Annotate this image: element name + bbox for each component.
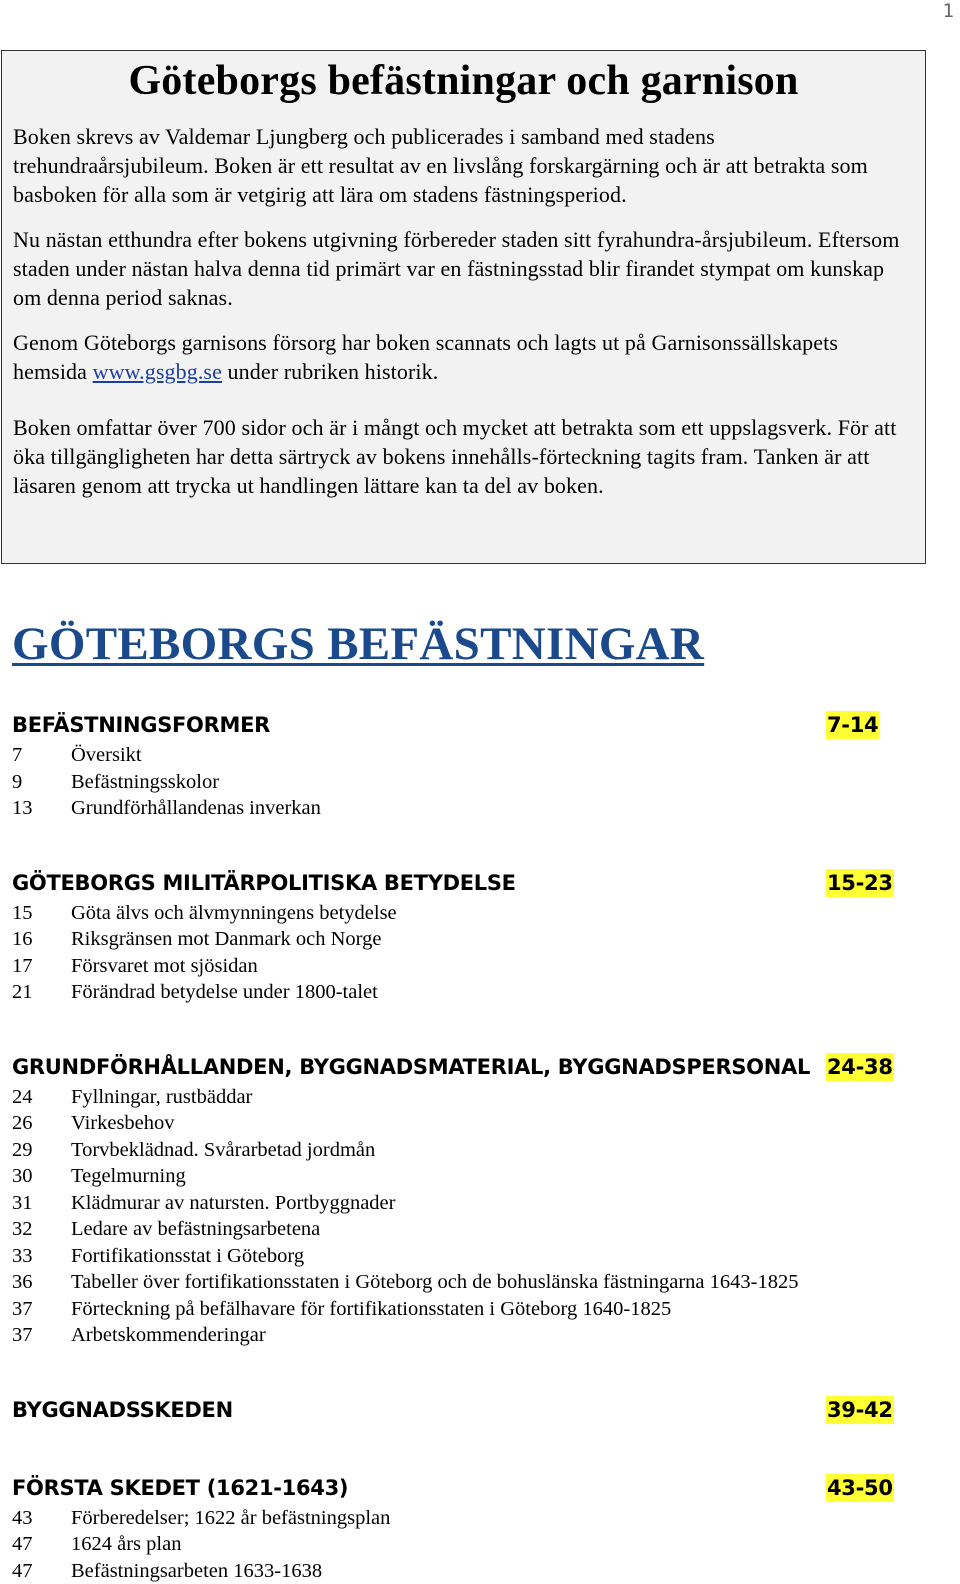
toc-entry-page: 26 — [12, 1110, 71, 1137]
toc-chapter-title: BYGGNADSSKEDEN — [12, 1398, 233, 1422]
toc-entry-page: 36 — [12, 1269, 71, 1296]
toc-entry-page: 32 — [12, 1216, 71, 1243]
toc-chapter-heading — [12, 708, 902, 742]
toc-entry-text: Klädmurar av natursten. Portbyggnader — [71, 1192, 396, 1214]
toc-chapter-page-range: 15-23 — [826, 869, 894, 897]
toc-entry-page: 16 — [12, 926, 71, 953]
toc-entry-text: Arbetskommenderingar — [71, 1324, 266, 1346]
toc-entry-text: Fyllningar, rustbäddar — [71, 1086, 252, 1108]
toc-entry — [12, 1084, 902, 1111]
toc-entry — [12, 1269, 902, 1296]
toc-chapter — [12, 1050, 902, 1349]
toc-entry — [12, 1505, 902, 1532]
intro-paragraph-3-before: Genom Göteborgs garnisons försorg har boken scannats och lagts ut på Garnisonssällskapets hemsida — [13, 330, 838, 384]
section-title: GÖTEBORGS BEFÄSTNINGAR — [12, 614, 704, 674]
intro-paragraph-3 — [13, 328, 914, 386]
page-number: 1 — [943, 0, 954, 22]
toc-entry-text: Förteckning på befälhavare för fortifikationsstaten i Göteborg 1640-1825 — [71, 1298, 671, 1320]
table-of-contents — [12, 708, 902, 1584]
toc-entry — [12, 1216, 902, 1243]
toc-chapter — [12, 866, 902, 1006]
toc-entry — [12, 795, 902, 822]
toc-entry — [12, 900, 902, 927]
toc-chapter-heading — [12, 1471, 902, 1505]
toc-entry-text: Virkesbehov — [71, 1112, 175, 1134]
toc-entry-page: 15 — [12, 900, 71, 927]
toc-entry-text: Ledare av befästningsarbetena — [71, 1218, 320, 1240]
intro-box — [1, 50, 926, 564]
toc-chapter-page-range: 7-14 — [826, 711, 879, 739]
toc-entry-text: 1624 års plan — [71, 1533, 181, 1555]
toc-chapter — [12, 1471, 902, 1584]
toc-entry — [12, 926, 902, 953]
toc-entry — [12, 979, 902, 1006]
toc-entry-page: 37 — [12, 1322, 71, 1349]
toc-entry — [12, 1137, 902, 1164]
toc-entry-page: 29 — [12, 1137, 71, 1164]
toc-entry — [12, 953, 902, 980]
toc-chapter-page-range: 39-42 — [826, 1396, 894, 1424]
toc-entry-text: Göta älvs och älvmynningens betydelse — [71, 902, 397, 924]
toc-chapter-heading — [12, 866, 902, 900]
toc-chapter — [12, 708, 902, 822]
toc-entry-text: Förändrad betydelse under 1800-talet — [71, 981, 378, 1003]
toc-chapter-title: BEFÄSTNINGSFORMER — [12, 713, 270, 737]
toc-entry — [12, 742, 902, 769]
intro-paragraph-3-after: under rubriken historik. — [222, 359, 438, 384]
toc-entry-page: 13 — [12, 795, 71, 822]
toc-entry — [12, 769, 902, 796]
toc-entry — [12, 1296, 902, 1323]
toc-chapter-title: FÖRSTA SKEDET (1621-1643) — [12, 1476, 348, 1500]
toc-entry-page: 47 — [12, 1558, 71, 1584]
toc-entry — [12, 1322, 902, 1349]
toc-entry-page: 30 — [12, 1163, 71, 1190]
toc-entry-page: 17 — [12, 953, 71, 980]
toc-chapter-title: GÖTEBORGS MILITÄRPOLITISKA BETYDELSE — [12, 871, 516, 895]
toc-chapter-page-range: 43-50 — [826, 1474, 894, 1502]
toc-entry-text: Fortifikationsstat i Göteborg — [71, 1245, 304, 1267]
toc-entry-page: 21 — [12, 979, 71, 1006]
toc-entry-text: Tegelmurning — [71, 1165, 186, 1187]
toc-chapter-heading — [12, 1393, 902, 1427]
toc-entry — [12, 1558, 902, 1584]
toc-chapter — [12, 1393, 902, 1427]
toc-entry-page: 7 — [12, 742, 71, 769]
toc-entry-page: 37 — [12, 1296, 71, 1323]
toc-entry-text: Översikt — [71, 744, 142, 766]
toc-entry-text: Försvaret mot sjösidan — [71, 955, 258, 977]
toc-entry-text: Tabeller över fortifikationsstaten i Göteborg och de bohuslänska fästningarna 1643-1825 — [71, 1271, 798, 1293]
intro-paragraph-4: Boken omfattar över 700 sidor och är i mångt och mycket att betrakta som ett uppslagsverk. För att öka tillgängligheten har detta särtryck av bokens innehålls-förteckning tagits fram. Tanken är att läsaren genom att trycka ut handlingen lättare kan ta del av boken. — [13, 413, 914, 500]
toc-entry-page: 33 — [12, 1243, 71, 1270]
toc-entry-page: 9 — [12, 769, 71, 796]
toc-entry-page: 43 — [12, 1505, 71, 1532]
toc-entry-text: Förberedelser; 1622 år befästningsplan — [71, 1507, 390, 1529]
toc-entry-text: Grundförhållandenas inverkan — [71, 797, 321, 819]
toc-entry — [12, 1190, 902, 1217]
toc-entry-page: 31 — [12, 1190, 71, 1217]
toc-entry — [12, 1531, 902, 1558]
intro-paragraph-2: Nu nästan etthundra efter bokens utgivning förbereder staden sitt fyrahundra-årsjubileum. Eftersom staden under nästan halva denna tid primärt var en fästningsstad blir firandet stympat om kunskap om denna period saknas. — [13, 225, 914, 312]
intro-title: Göteborgs befästningar och garnison — [13, 55, 914, 107]
toc-entry-page: 24 — [12, 1084, 71, 1111]
toc-chapter-heading — [12, 1050, 902, 1084]
toc-entry — [12, 1163, 902, 1190]
website-link[interactable]: www.gsgbg.se — [93, 359, 222, 384]
toc-entry-text: Befästningsskolor — [71, 771, 219, 793]
toc-chapter-page-range: 24-38 — [826, 1053, 894, 1081]
toc-entry-text: Riksgränsen mot Danmark och Norge — [71, 928, 381, 950]
intro-paragraph-1: Boken skrevs av Valdemar Ljungberg och publicerades i samband med stadens trehundraårsjubileum. Boken är ett resultat av en livslång forskargärning och är att betrakta som basboken för alla som är vetgirig att lära om stadens fästningsperiod. — [13, 122, 914, 209]
toc-entry-text: Torvbeklädnad. Svårarbetad jordmån — [71, 1139, 375, 1161]
toc-chapter-title: GRUNDFÖRHÅLLANDEN, BYGGNADSMATERIAL, BYGGNADSPERSONAL — [12, 1055, 810, 1079]
toc-entry-page: 47 — [12, 1531, 71, 1558]
toc-entry-text: Befästningsarbeten 1633-1638 — [71, 1560, 322, 1582]
toc-entry — [12, 1243, 902, 1270]
toc-entry — [12, 1110, 902, 1137]
